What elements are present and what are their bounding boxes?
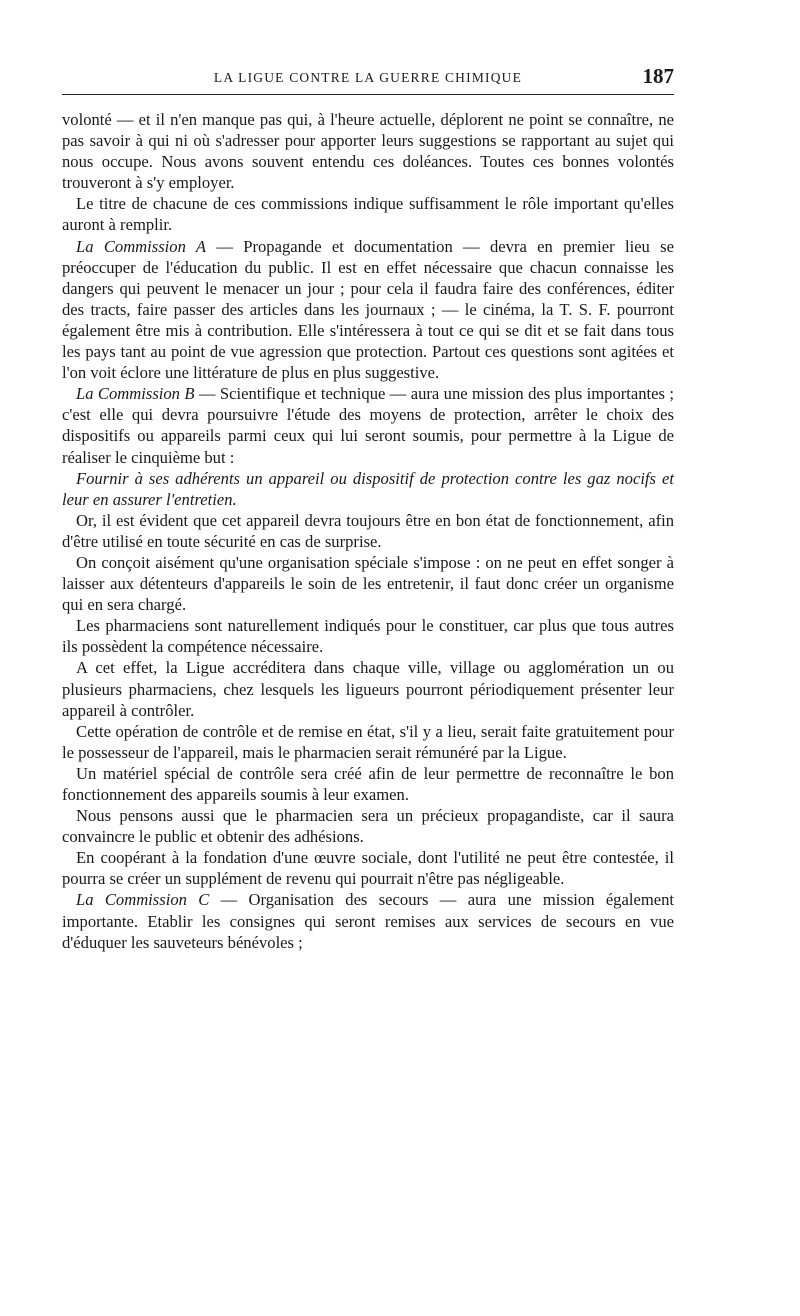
paragraph: Le titre de chacune de ces commissions indique suffisamment le rôle important qu'elles auront à remplir. [62, 194, 674, 235]
paragraph: Nous pensons aussi que le pharmacien sera un précieux propagandiste, car il saura convaincre le public et obtenir des adhésions. [62, 806, 674, 847]
book-page [62, 64, 674, 953]
commission-c-heading: La Commission C [76, 890, 210, 910]
paragraph-text: — Propagande et documentation — devra en premier lieu se préoccuper de l'éducation du public. Il est en effet nécessaire que chacun connaisse les dangers qui peuvent le menacer un jour ; pour cela il faudra faire des conférences, éditer des tracts, faire passer des articles dans les journaux ; — le cinéma, la T. S. F. pourront également être mis à contribution. Elle s'intéressera à tout ce qui se dit et se fait dans tous les pays tant au point de vue agression que protection. Partout ces questions sont agitées et l'on voit éclore une littérature de plus en plus suggestive. [62, 236, 674, 383]
paragraph-text: — Organisation des secours — aura une mission également importante. Etablir les consignes qui seront remises aux services de secours en vue d'éduquer les sauveteurs bénévoles ; [62, 890, 674, 952]
paragraph: A cet effet, la Ligue accréditera dans chaque ville, village ou agglomération un ou plusieurs pharmaciens, chez lesquels les ligueurs pourront périodiquement présenter leur appareil à contrôler. [62, 658, 674, 720]
page-header [62, 64, 674, 95]
paragraph [62, 236, 674, 384]
paragraph: Or, il est évident que cet appareil devra toujours être en bon état de fonctionnement, afin d'être utilisé en toute sécurité en cas de surprise. [62, 510, 674, 551]
page-number: 187 [642, 64, 674, 88]
paragraph: Cette opération de contrôle et de remise en état, s'il y a lieu, serait faite gratuitement pour le possesseur de l'appareil, mais le pharmacien serait rémunéré par la Ligue. [62, 721, 674, 762]
commission-a-heading: La Commission A [76, 236, 207, 256]
paragraph [62, 889, 674, 952]
paragraph-text: — Scientifique et technique — aura une mission des plus importantes ; c'est elle qui devra poursuivre l'étude des moyens de protection, arrêter le choix des dispositifs ou appareils parmi ceux qui lui seront soumis, pour permettre à la Ligue de réaliser le cinquième but : [62, 384, 674, 467]
paragraph: Un matériel spécial de contrôle sera créé afin de leur permettre de reconnaître le bon fonctionnement des appareils soumis à leur examen. [62, 763, 674, 804]
paragraph: Les pharmaciens sont naturellement indiqués pour le constituer, car plus que tous autres ils possèdent la compétence nécessaire. [62, 616, 674, 657]
commission-b-heading: La Commission B [76, 384, 195, 404]
paragraph: volonté — et il n'en manque pas qui, à l'heure actuelle, déplorent ne point se connaître, ne pas savoir à qui ni où s'adresser pour apporter leurs suggestions se rapportant au sujet qui nous occupe. Nous avons souvent entendu ces doléances. Toutes ces bonnes volontés trouveront à s'y employer. [62, 110, 674, 193]
paragraph [62, 383, 674, 467]
paragraph: En coopérant à la fondation d'une œuvre sociale, dont l'utilité ne peut être contestée, il pourra se créer un supplément de revenu qui pourrait n'être pas négligeable. [62, 848, 674, 889]
running-head: LA LIGUE CONTRE LA GUERRE CHIMIQUE [213, 70, 523, 85]
quoted-goal: Fournir à ses adhérents un appareil ou dispositif de protection contre les gaz nocifs et leur en assurer l'entretien. [62, 468, 674, 509]
paragraph: On conçoit aisément qu'une organisation spéciale s'impose : on ne peut en effet songer à laisser aux détenteurs d'appareils le soin de les entretenir, il faut donc créer un organisme qui en sera chargé. [62, 552, 674, 615]
body-text [62, 109, 674, 953]
